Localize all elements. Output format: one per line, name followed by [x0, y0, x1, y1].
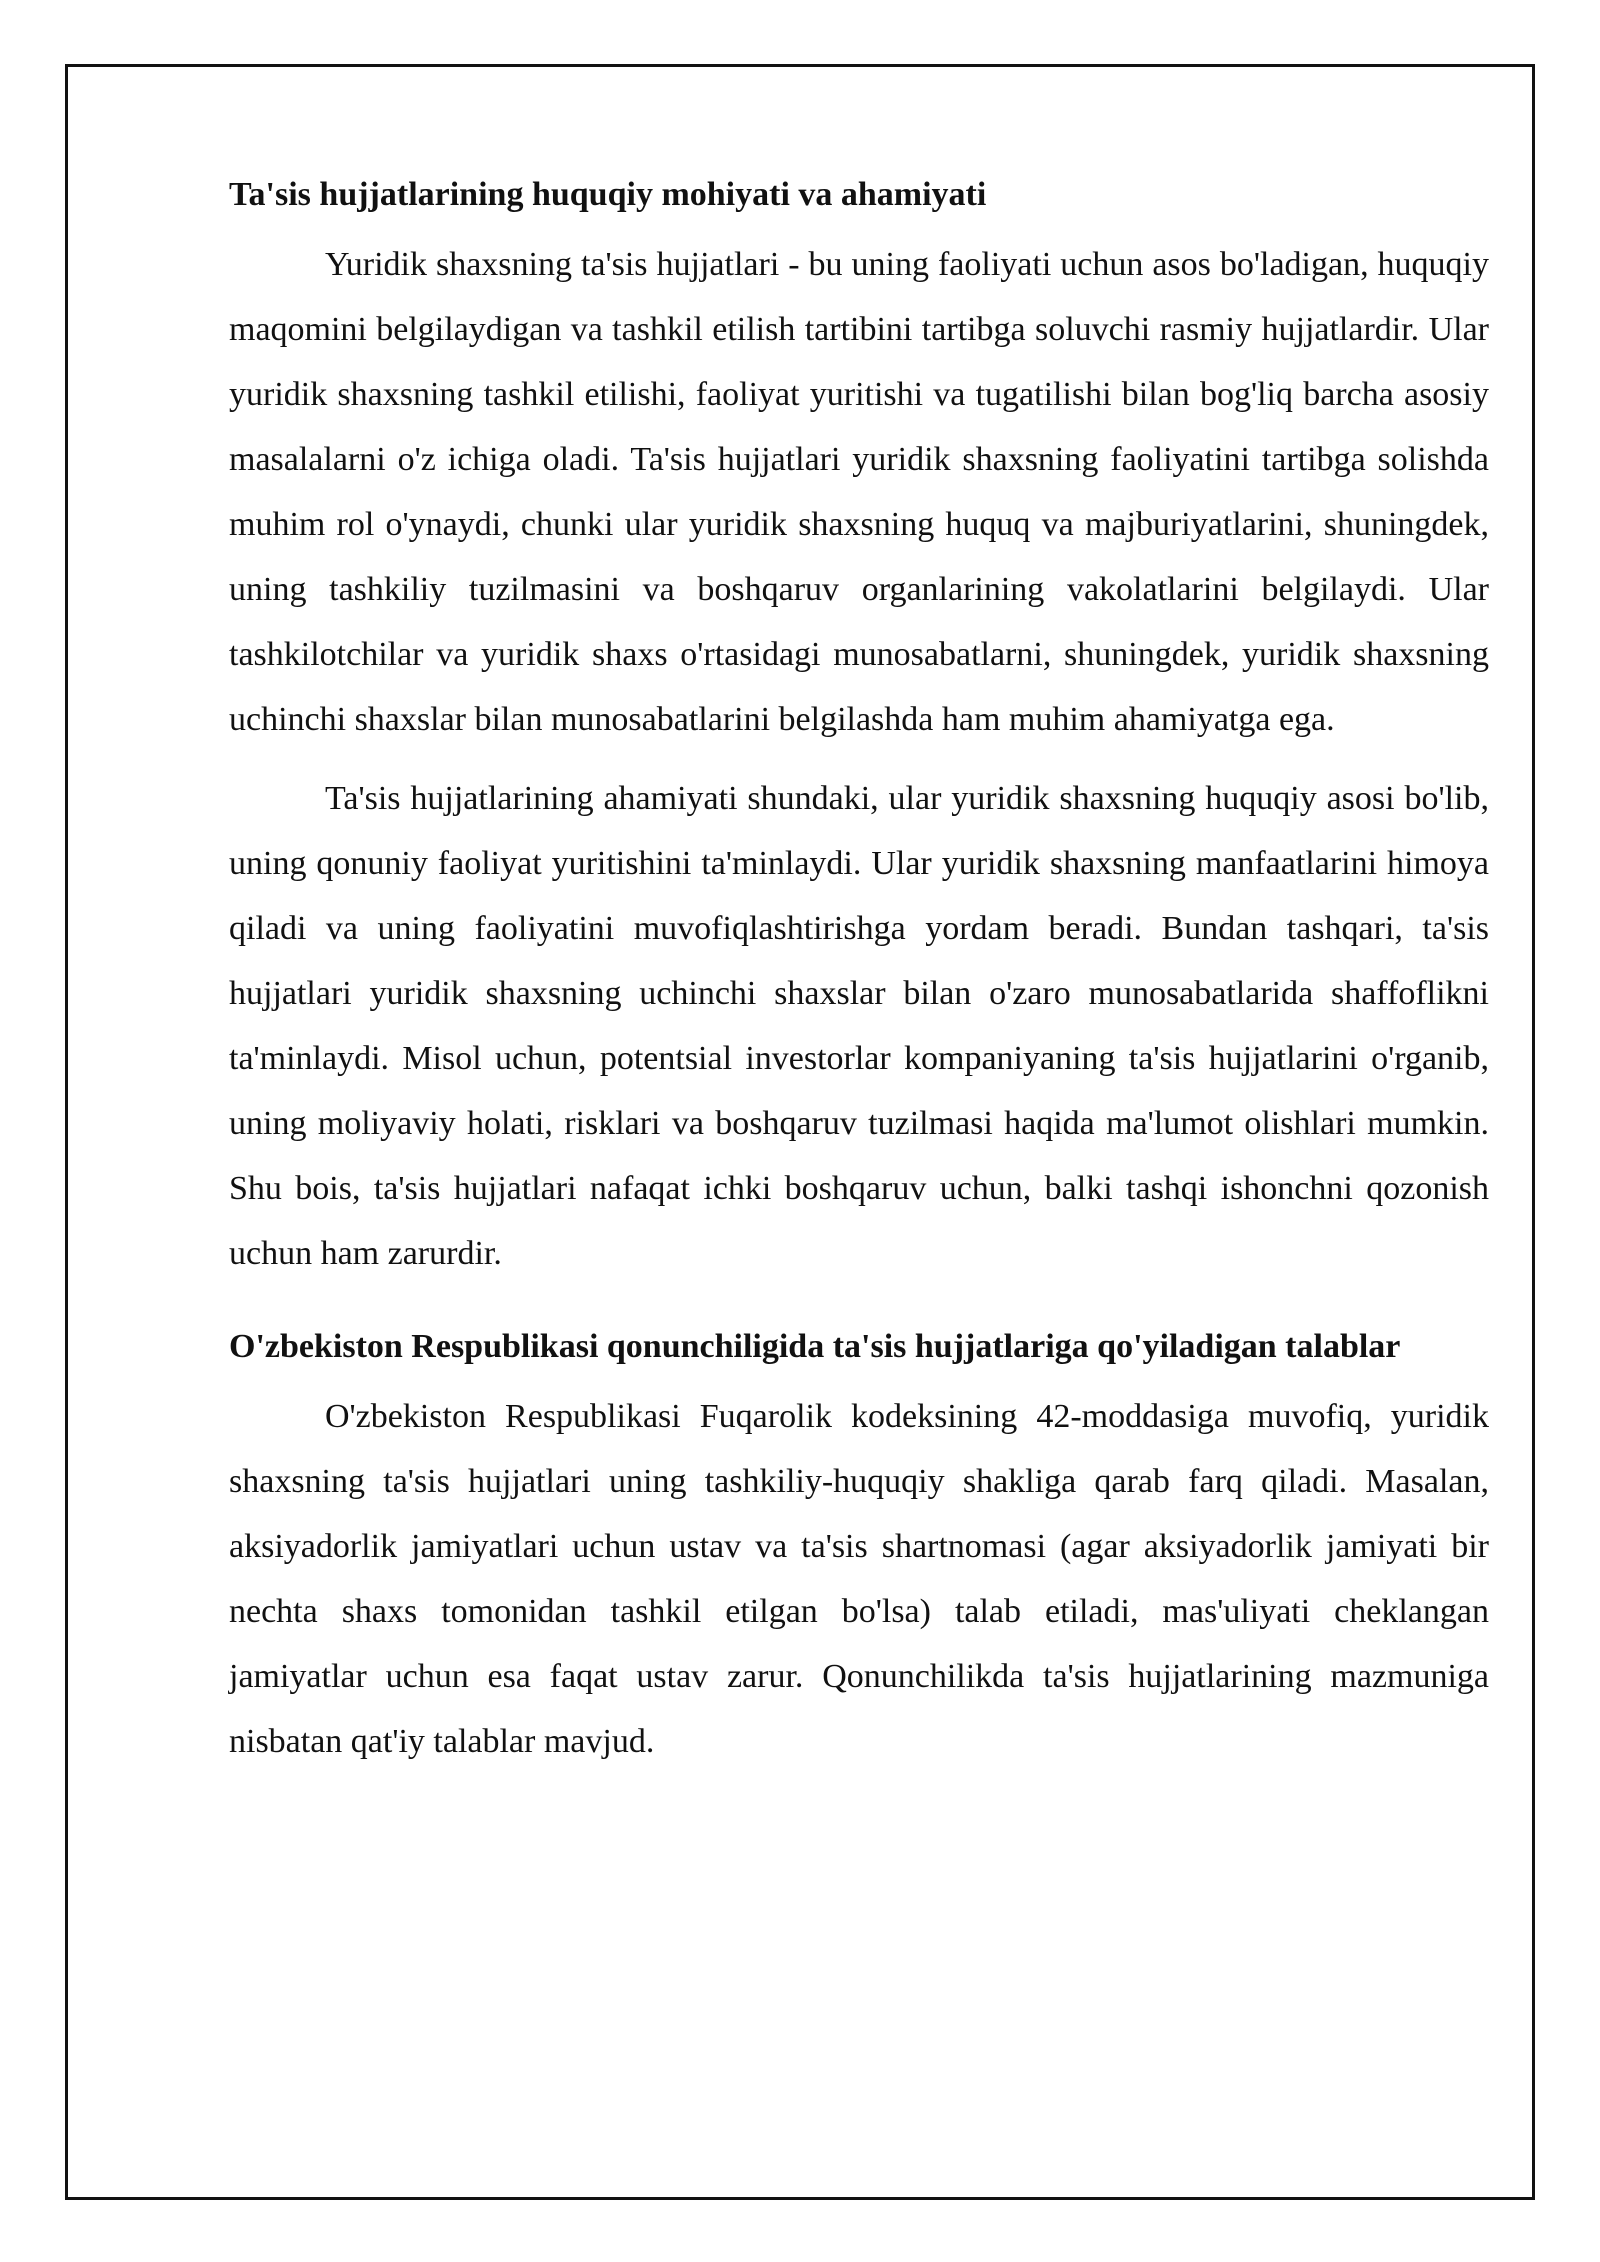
document-body: [229, 170, 1489, 1774]
section-heading: O'zbekiston Respublikasi qonunchiligida ta'sis hujjatlariga qo'yiladigan talablar: [229, 1328, 1401, 1365]
paragraph: Ta'sis hujjatlarining ahamiyati shundaki, ular yuridik shaxsning huquqiy asosi bo'lib, uning qonuniy faoliyat yuritishini ta'minlaydi. Ular yuridik shaxsning manfaatlarini himoya qiladi va uning faoliyatini muvofiqlashtirishga yordam beradi. Bundan tashqari, ta'sis hujjatlari yuridik shaxsning uchinchi shaxslar bilan o'zaro munosabatlarida shaffoflikni ta'minlaydi. Misol uchun, potentsial investorlar kompaniyaning ta'sis hujjatlarini o'rganib, uning moliyaviy holati, risklari va boshqaruv tuzilmasi haqida ma'lumot olishlari mumkin. Shu bois, ta'sis hujjatlari nafaqat ichki boshqaruv uchun, balki tashqi ishonchni qozonish uchun ham zarurdir.: [229, 780, 1489, 1272]
paragraph: Yuridik shaxsning ta'sis hujjatlari - bu uning faoliyati uchun asos bo'ladigan, huquqiy maqomini belgilaydigan va tashkil etilish tartibini tartibga soluvchi rasmiy hujjatlardir. Ular yuridik shaxsning tashkil etilishi, faoliyat yuritishi va tugatilishi bilan bog'liq barcha asosiy masalalarni o'z ichiga oladi. Ta'sis hujjatlari yuridik shaxsning faoliyatini tartibga solishda muhim rol o'ynaydi, chunki ular yuridik shaxsning huquq va majburiyatlarini, shuningdek, uning tashkiliy tuzilmasini va boshqaruv organlarining vakolatlarini belgilaydi. Ular tashkilotchilar va yuridik shaxs o'rtasidagi munosabatlarni, shuningdek, yuridik shaxsning uchinchi shaxslar bilan munosabatlarini belgilashda ham muhim ahamiyatga ega.: [229, 246, 1489, 738]
section-heading: Ta'sis hujjatlarining huquqiy mohiyati va ahamiyati: [229, 176, 987, 213]
paragraph: O'zbekiston Respublikasi Fuqarolik kodeksining 42-moddasiga muvofiq, yuridik shaxsning ta'sis hujjatlari uning tashkiliy-huquqiy shakliga qarab farq qiladi. Masalan, aksiyadorlik jamiyatlari uchun ustav va ta'sis shartnomasi (agar aksiyadorlik jamiyati bir nechta shaxs tomonidan tashkil etilgan bo'lsa) talab etiladi, mas'uliyati cheklangan jamiyatlar uchun esa faqat ustav zarur. Qonunchilikda ta'sis hujjatlarining mazmuniga nisbatan qat'iy talablar mavjud.: [229, 1398, 1489, 1760]
